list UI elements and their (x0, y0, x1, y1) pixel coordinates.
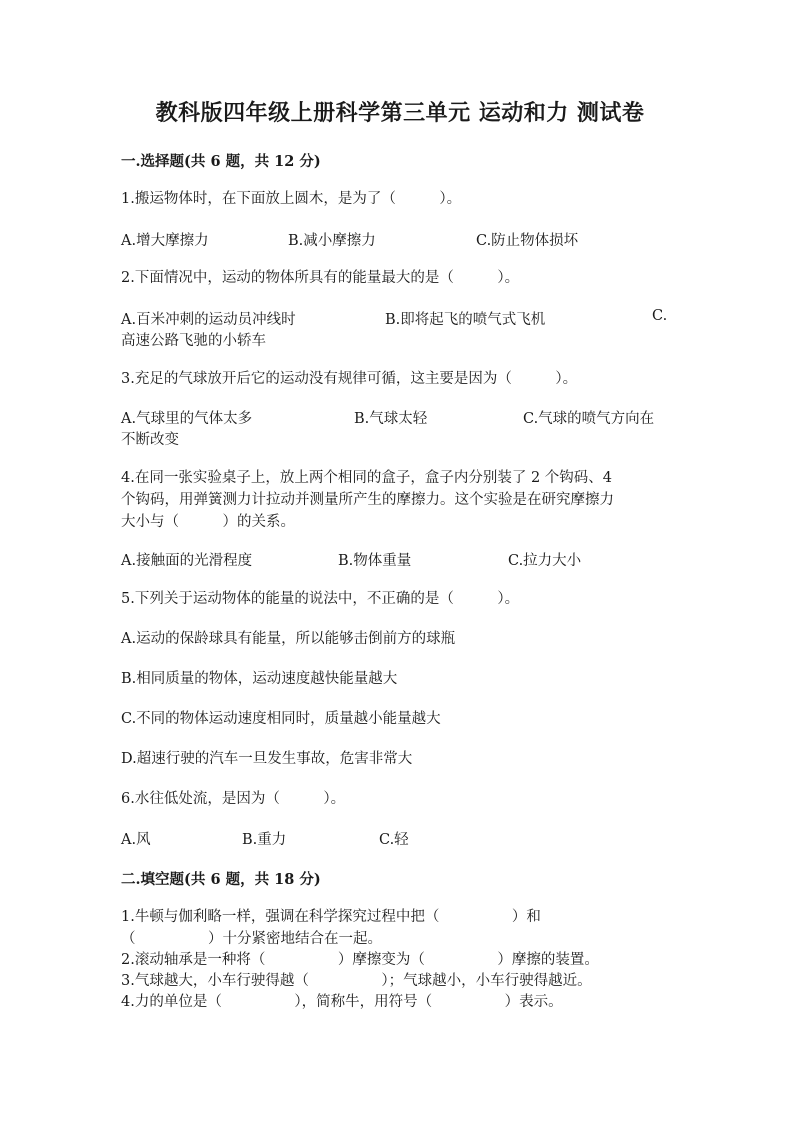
page-title: 教科版四年级上册科学第三单元 运动和力 测试卷 (155, 100, 645, 126)
question-2-option-a: A.百米冲刺的运动员冲线时 (121, 312, 296, 328)
question-5-option-d: D.超速行驶的汽车一旦发生事故，危害非常大 (121, 751, 413, 767)
question-4-line-2: 个钩码，用弹簧测力计拉动并测量所产生的摩擦力。这个实验是在研究摩擦力 (121, 492, 614, 508)
fill-blank-2: 2.滚动轴承是一种将（ ）摩擦变为（ ）摩擦的装置。 (121, 952, 599, 968)
question-3-option-c-continued: 不断改变 (121, 432, 179, 448)
question-4-line-1: 4.在同一张实验桌子上，放上两个相同的盒子，盒子内分别装了 2 个钩码、4 (121, 470, 613, 486)
question-1-option-b: B.减小摩擦力 (288, 233, 376, 249)
section-heading-choice: 一.选择题(共 6 题，共 12 分) (121, 153, 321, 170)
question-2-stem: 2.下面情况中，运动的物体所具有的能量最大的是（ ）。 (121, 270, 520, 286)
question-3-option-c: C.气球的喷气方向在 (523, 411, 655, 427)
fill-blank-1-line-1: 1.牛顿与伽利略一样，强调在科学探究过程中把（ ）和 (121, 909, 541, 925)
question-5-option-a: A.运动的保龄球具有能量，所以能够击倒前方的球瓶 (121, 631, 456, 647)
question-3-option-b: B.气球太轻 (354, 411, 428, 427)
fill-blank-3: 3.气球越大，小车行驶得越（ ）；气球越小，小车行驶得越近。 (121, 973, 592, 989)
question-6-option-a: A.风 (121, 832, 151, 848)
question-3-stem: 3.充足的气球放开后它的运动没有规律可循，这主要是因为（ ）。 (121, 371, 578, 387)
question-2-option-c-continued: 高速公路飞驰的小轿车 (121, 333, 266, 349)
question-6-option-b: B.重力 (242, 832, 287, 848)
fill-blank-1-line-2: （ ）十分紧密地结合在一起。 (121, 931, 382, 947)
question-4-option-c: C.拉力大小 (508, 553, 582, 569)
question-4-option-a: A.接触面的光滑程度 (121, 553, 253, 569)
question-3-option-a: A.气球里的气体太多 (121, 411, 253, 427)
fill-blank-4: 4.力的单位是（ ），简称牛，用符号（ ）表示。 (121, 994, 563, 1010)
question-5-option-b: B.相同质量的物体，运动速度越快能量越大 (121, 671, 398, 687)
question-6-stem: 6.水往低处流，是因为（ ）。 (121, 791, 346, 807)
question-5-stem: 5.下列关于运动物体的能量的说法中，不正确的是（ ）。 (121, 591, 520, 607)
question-4-line-3: 大小与（ ）的关系。 (121, 514, 295, 530)
question-5-option-c: C.不同的物体运动速度相同时，质量越小能量越大 (121, 711, 441, 727)
question-1-option-a: A.增大摩擦力 (121, 233, 209, 249)
question-4-option-b: B.物体重量 (338, 553, 412, 569)
question-1-stem: 1.搬运物体时，在下面放上圆木，是为了（ ）。 (121, 191, 462, 207)
question-2-option-b: B.即将起飞的喷气式飞机 (385, 312, 546, 328)
section-heading-fill-blank: 二.填空题(共 6 题，共 18 分) (121, 871, 321, 888)
question-1-option-c: C.防止物体损坏 (476, 233, 579, 249)
question-6-option-c: C.轻 (379, 832, 409, 848)
question-2-option-c: C. (652, 308, 668, 324)
